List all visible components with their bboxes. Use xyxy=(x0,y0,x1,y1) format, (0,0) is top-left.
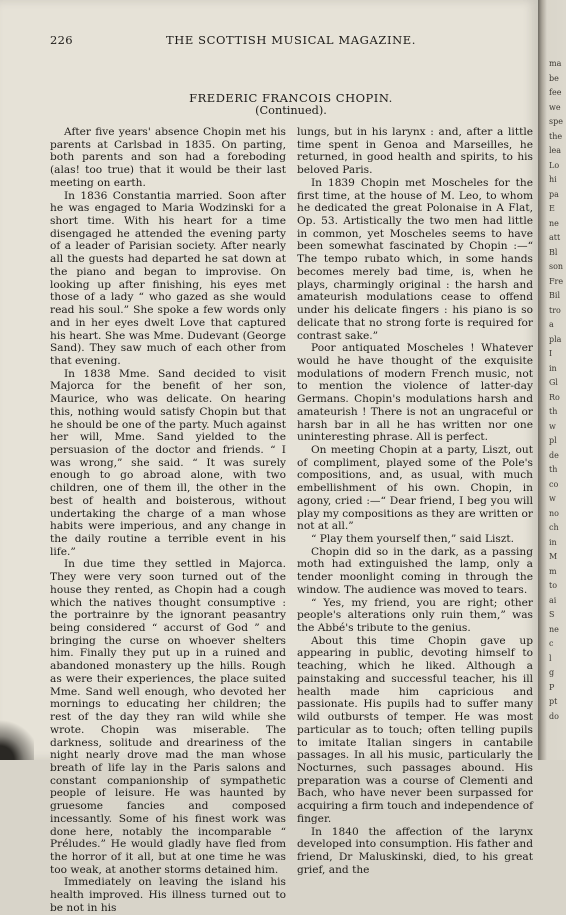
gutter-text-fragment: ne xyxy=(549,218,559,228)
gutter-text-fragment: be xyxy=(549,73,559,83)
gutter-text-fragment: w xyxy=(549,494,556,503)
gutter-text-fragment: we xyxy=(549,102,561,112)
gutter-text-fragment: Fre xyxy=(549,276,564,286)
paragraph: Immediately on leaving the island his health improved. His illness turned out to be not in his xyxy=(50,876,286,914)
gutter-text-fragment: ch xyxy=(549,523,559,532)
paragraph: In 1836 Constantia married. Soon after he was engaged to Maria Wodzinski for a short time. With his heart for a time disengaged he attended the evening party of a leader of Parisian society. After nearly all the guests had departed he sat down at the piano and began to improvise. On looking up after finishing, his eyes met those of a lady “ who gazed as she would read his soul.” She spoke a few words only and in her eyes dwelt Love that captured his heart. She was Mme. Dudevant (George Sand). They saw much of each other from that evening. xyxy=(50,189,286,367)
left-column xyxy=(50,126,286,914)
gutter-text-fragment: to xyxy=(549,581,558,590)
gutter-text-fragment: E xyxy=(549,204,555,213)
gutter-text-fragment: Bil xyxy=(549,291,560,300)
page-number: 226 xyxy=(50,33,73,47)
gutter-text-fragment: pt xyxy=(549,697,558,706)
gutter-text-fragment: w xyxy=(549,421,556,431)
gutter-text-fragment: th xyxy=(549,407,558,416)
article-subtitle: (Continued). xyxy=(255,104,327,117)
gutter-text-fragment: son xyxy=(549,262,564,271)
gutter-text-fragment: ai xyxy=(549,595,557,605)
paragraph: In 1840 the affection of the larynx developed into consumption. His father and friend, Dr Maluskinski, died, to his great grief, and the xyxy=(297,825,533,876)
paragraph: In 1838 Mme. Sand decided to visit Majorca for the benefit of her son, Maurice, who was delicate. On hearing this, nothing would satisfy Chopin but that he should be one of the party. Much against her will, Mme. Sand yielded to the persuasion of the doctor and friends. “ I was wrong,” she said. “ It was surely enough to go abroad alone, with two children, one of them ill, the other in the best of health and boisterous, without undertaking the charge of a man whose habits were imperious, and any change in the daily routine a terrible event in his life.” xyxy=(50,367,286,558)
paragraph: In due time they settled in Majorca. They were very soon turned out of the house they rented, as Chopin had a cough which the natives thought consumptive : the portrainre by the ignorant peasantry being considered “ accurst of God ” and bringing the curse on whoever shelters him. Finally they put up in a ruined and abandoned monastery up the hills. Rough as were their experiences, the place suited Mme. Sand well enough, who devoted her mornings to educating her children; the rest of the day they ran wild while she wrote. Chopin was miserable. The darkness, solitude and dreariness of the night nearly drove mad the man whose breath of life lay in the Paris salons and constant companionship of sympathetic people of leisure. He was haunted by gruesome fancies and composed incessantly. Some of his finest work was done here, notably the incomparable “ Préludes.” He would gladly have fled from the horror of it all, but at one time he was too weak, at another storms detained him. xyxy=(50,558,286,876)
gutter-text-fragment: spe xyxy=(549,117,563,126)
gutter-text-fragment: in xyxy=(549,363,557,373)
gutter-text-fragment: Ro xyxy=(549,392,560,402)
article-title: FREDERIC FRANCOIS CHOPIN. xyxy=(189,91,393,105)
magazine-title: THE SCOTTISH MUSICAL MAGAZINE. xyxy=(165,33,416,47)
gutter-text-fragment: Lo xyxy=(549,160,560,170)
paragraph: “ Yes, my friend, you are right; other people's alterations only ruin them,” was the Abbé's tribute to the genius. xyxy=(297,596,533,635)
right-column xyxy=(297,126,534,876)
gutter-text-fragment: c xyxy=(549,639,554,648)
gutter-text-fragment: the xyxy=(549,131,563,141)
gutter-text-fragment: g xyxy=(549,668,555,677)
paragraph: On meeting Chopin at a party, Liszt, out of compliment, played some of the Pole's compositions, and, as usual, with much embellishment of his own. Chopin, in agony, cried :—“ Dear friend, I beg you will play my compositions as they are written or not at all.” xyxy=(297,443,534,533)
gutter-text-fragment: att xyxy=(549,233,561,242)
paragraph: In 1839 Chopin met Moscheles for the first time, at the house of M. Leo, to whom he dedicated the great Polonaise in A Flat, Op. 53. Artistically the two men had little in common, yet Moscheles seems to have been somewhat fascinated by Chopin :—“ The tempo rubato which, in some hands becomes merely bad time, is, when he plays, charmingly original : the harsh and amateurish modulations cease to offend under his delicate fingers : his piano is so delicate that no strong forte is required for contrast sake.” xyxy=(297,176,533,342)
gutter-text-fragment: Gl xyxy=(549,378,558,387)
gutter-text-fragment: hi xyxy=(549,175,557,184)
gutter-text-fragment: no xyxy=(549,508,559,518)
gutter-text-fragment: lea xyxy=(549,146,562,155)
gutter-text-fragment: S xyxy=(549,610,555,619)
gutter-text-fragment: th xyxy=(549,465,558,474)
gutter-text-fragment: in xyxy=(549,537,557,547)
gutter-text-fragment: pl xyxy=(549,436,557,445)
gutter-text-fragment: M xyxy=(549,552,558,561)
gutter-text-fragment: P xyxy=(549,682,555,692)
scan-corner-shadow xyxy=(0,712,34,760)
gutter-text-fragment: de xyxy=(549,450,559,460)
next-page-edge xyxy=(538,0,566,760)
gutter-text-fragment: ma xyxy=(549,59,562,68)
paragraph: Chopin did so in the dark, as a passing moth had extinguished the lamp, only a tender moonlight coming in through the window. The audience was moved to tears. xyxy=(297,545,533,596)
paragraph: “ Play them yourself then,” said Liszt. xyxy=(311,533,515,545)
gutter-text-fragment: pla xyxy=(549,334,562,344)
gutter-text-fragment: a xyxy=(549,320,554,329)
gutter-text-fragment: I xyxy=(549,349,553,358)
gutter-text-fragment: Bl xyxy=(549,247,558,257)
paragraph: lungs, but in his larynx : and, after a little time spent in Genoa and Marseilles, he returned, in good health and spirits, to his beloved Paris. xyxy=(297,126,533,177)
gutter-text-fragment: pa xyxy=(549,189,559,199)
paragraph: After five years' absence Chopin met his parents at Carlsbad in 1835. On parting, both parents and son had a foreboding (alas! too true) that it would be their last meeting on earth. xyxy=(50,126,286,189)
gutter-text-fragment: m xyxy=(549,566,557,576)
gutter-text-fragment: tro xyxy=(549,305,561,315)
paragraph: Poor antiquated Moscheles ! Whatever would he have thought of the exquisite modulations of modern French music, not to mention the violence of latter-day Germans. Chopin's modulations harsh and amateurish ! There is not an ungraceful or harsh bar in all he has written nor one uninteresting phrase. All is perfect. xyxy=(297,342,533,444)
gutter-text-fragment: co xyxy=(549,479,559,489)
gutter-text-fragment: fee xyxy=(549,88,562,97)
gutter-text-fragment: do xyxy=(549,711,559,721)
gutter-text-fragment: ne xyxy=(549,624,559,634)
gutter-text-fragment: l xyxy=(549,653,552,663)
paragraph: About this time Chopin gave up appearing in public, devoting himself to teaching, which he liked. Although a painstaking and successful teacher, his ill health made him capricious and passionate. His pupils had to suffer many wild outbursts of temper. He was most particular as to touch; often telling pupils to imitate Italian singers in cantabile passages. In all his music, particularly the Nocturnes, such passages abound. His preparation was a course of Clementi and Bach, who have never been surpassed for acquiring a firm touch and independence of finger. xyxy=(297,634,533,825)
